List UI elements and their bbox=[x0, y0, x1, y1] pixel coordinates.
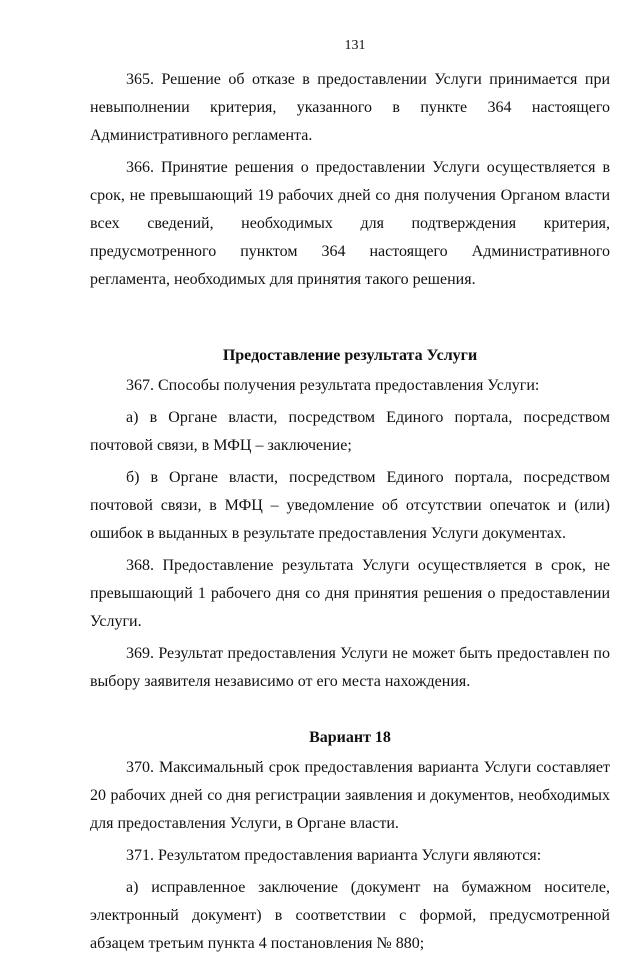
section-heading-variant: Вариант 18 bbox=[309, 729, 391, 746]
page-number: 131 bbox=[344, 38, 366, 53]
paragraph-367-b: б) в Органе власти, посредством Единого портала, посредством почтовой связи, в МФЦ – уведомление об отсутствии опечаток и (или) ошибок в выданных в результате предоставления Услуги документах. bbox=[90, 469, 610, 542]
paragraph-366: 366. Принятие решения о предоставлении Услуги осуществляется в срок, не превышающий 19 рабочих дней со дня получения Органом власти всех сведений, необходимых для подтверждения критерия, предусмотренного пунктом 364 настоящего Административного регламента, необходимых для принятия такого решения. bbox=[90, 159, 610, 288]
paragraph-367-a: а) в Органе власти, посредством Единого портала, посредством почтовой связи, в МФЦ – заключение; bbox=[90, 409, 610, 454]
paragraph-371-a: а) исправленное заключение (документ на бумажном носителе, электронный документ) в соответствии с формой, предусмотренной абзацем третьим пункта 4 постановления № 880; bbox=[90, 879, 610, 952]
paragraph-368: 368. Предоставление результата Услуги осуществляется в срок, не превышающий 1 рабочего дня со дня принятия решения о предоставлении Услуги. bbox=[90, 557, 610, 630]
paragraph-371: 371. Результатом предоставления варианта Услуги являются: bbox=[126, 847, 542, 864]
paragraph-365: 365. Решение об отказе в предоставлении Услуги принимается при невыполнении критерия, указанного в пункте 364 настоящего Административного регламента. bbox=[90, 71, 610, 144]
paragraph-370: 370. Максимальный срок предоставления варианта Услуги составляет 20 рабочих дней со дня регистрации заявления и документов, необходимых для предоставления Услуги, в Органе власти. bbox=[90, 759, 610, 832]
paragraph-367: 367. Способы получения результата предоставления Услуги: bbox=[126, 377, 540, 394]
paragraph-369: 369. Результат предоставления Услуги не может быть предоставлен по выбору заявителя независимо от его места нахождения. bbox=[90, 645, 610, 690]
section-heading-result: Предоставление результата Услуги bbox=[222, 347, 478, 364]
